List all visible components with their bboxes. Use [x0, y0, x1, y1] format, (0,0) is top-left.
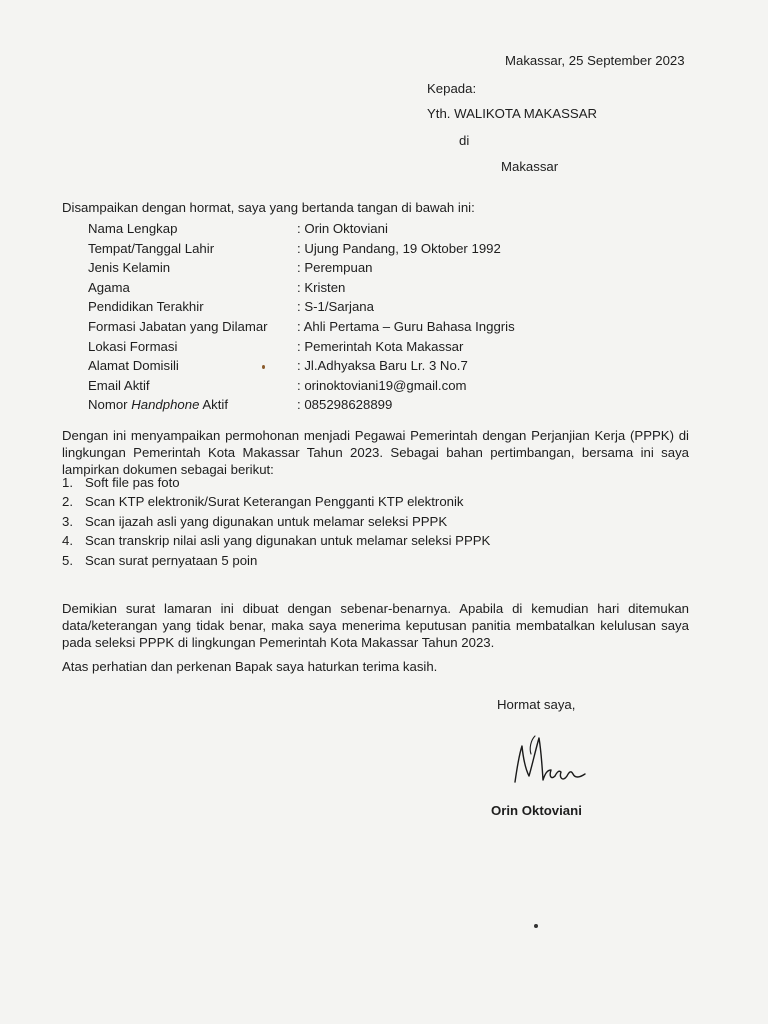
label-suffix: Aktif — [199, 397, 229, 413]
field-label: Lokasi Formasi — [88, 338, 178, 354]
list-text: Scan ijazah asli yang digunakan untuk melamar seleksi PPPK — [85, 513, 448, 529]
request-paragraph: Dengan ini menyampaikan permohonan menjadi Pegawai Pemerintah dengan Perjanjian Kerja (PPPK) di lingkungan Pemerintah Kota Makassar Tahun 2023. Sebagai bahan pertimbangan, bersama ini saya lampirkan dokumen sebagai berikut: — [62, 428, 689, 477]
recipient-name: Yth. WALIKOTA MAKASSAR — [427, 106, 598, 121]
field-value: : orinoktoviani19@gmail.com — [297, 377, 467, 393]
closing-paragraph: Demikian surat lamaran ini dibuat dengan sebenar-benarnya. Apabila di kemudian hari ditemukan data/keterangan yang tidak benar, maka saya menerima keputusan panitia membatalkan kelulusan saya pada seleksi PPPK di lingkungan Pemerintah Kota Makassar Tahun 2023. — [62, 601, 689, 650]
field-label: Nama Lengkap — [88, 221, 178, 236]
field-label: Pendidikan Terakhir — [88, 299, 204, 315]
list-text: Soft file pas foto — [85, 475, 180, 490]
field-label — [88, 397, 228, 412]
list-number: 5. — [62, 552, 73, 568]
place-date: Makassar, 25 September 2023 — [505, 53, 685, 68]
recipient-di: di — [459, 133, 470, 148]
field-value: : Ujung Pandang, 19 Oktober 1992 — [297, 240, 501, 256]
field-value: : Pemerintah Kota Makassar — [297, 338, 464, 354]
label-prefix: Nomor — [88, 397, 132, 413]
field-label: Agama — [88, 279, 130, 295]
field-value: : S-1/Sarjana — [297, 299, 374, 315]
field-value: : Ahli Pertama – Guru Bahasa Inggris — [297, 318, 515, 334]
label-italic: Handphone — [131, 397, 200, 413]
field-label: Alamat Domisili — [88, 358, 179, 374]
opening-line: Disampaikan dengan hormat, saya yang bertanda tangan di bawah ini: — [62, 200, 475, 215]
field-value: : Orin Oktoviani — [297, 221, 388, 236]
recipient-city: Makassar — [501, 159, 559, 174]
regards: Hormat saya, — [497, 697, 576, 712]
scan-speck — [262, 365, 265, 369]
field-value: : Kristen — [297, 279, 346, 295]
field-value: : Jl.Adhyaksa Baru Lr. 3 No.7 — [297, 358, 468, 374]
scan-speck — [534, 924, 538, 928]
signatory-name: Orin Oktoviani — [491, 803, 582, 818]
list-text: Scan surat pernyataan 5 poin — [85, 552, 258, 568]
field-label: Jenis Kelamin — [88, 260, 171, 276]
list-number: 3. — [62, 513, 73, 529]
list-number: 1. — [62, 475, 73, 490]
thanks-line: Atas perhatian dan perkenan Bapak saya haturkan terima kasih. — [62, 659, 438, 674]
list-number: 4. — [62, 533, 73, 549]
field-label: Formasi Jabatan yang Dilamar — [88, 318, 268, 334]
list-text: Scan KTP elektronik/Surat Keterangan Pengganti KTP elektronik — [85, 494, 464, 510]
field-label: Tempat/Tanggal Lahir — [88, 240, 215, 256]
signature-image — [505, 730, 595, 800]
list-text: Scan transkrip nilai asli yang digunakan untuk melamar seleksi PPPK — [85, 533, 491, 549]
field-value: : Perempuan — [297, 260, 373, 276]
list-number: 2. — [62, 494, 73, 510]
field-label: Email Aktif — [88, 377, 150, 393]
recipient-to: Kepada: — [427, 81, 477, 96]
field-value: : 085298628899 — [297, 397, 393, 413]
